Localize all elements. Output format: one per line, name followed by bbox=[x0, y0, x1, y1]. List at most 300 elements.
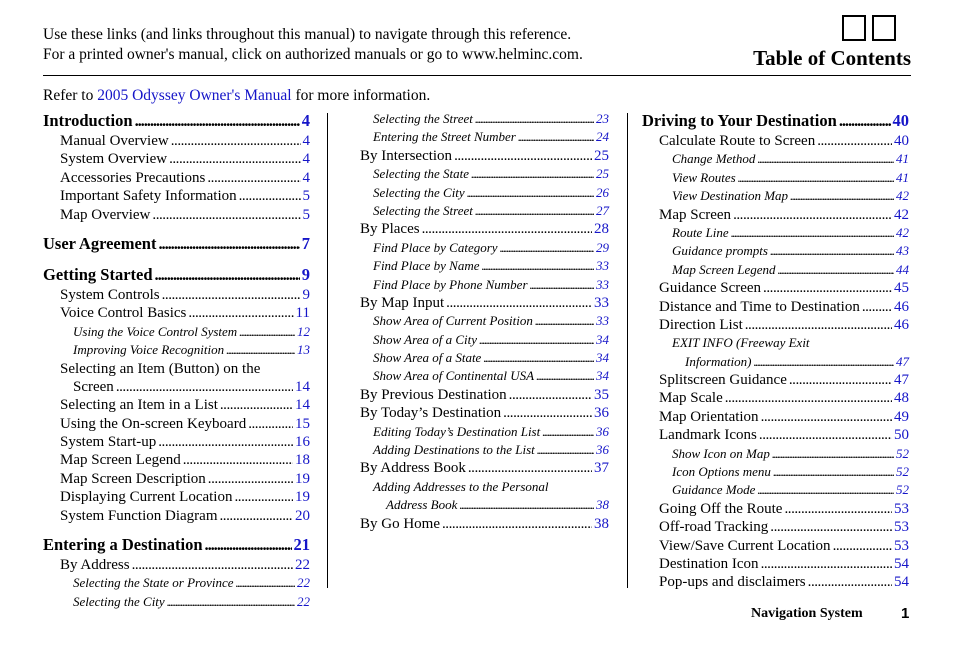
toc-entry-title: By Go Home bbox=[360, 515, 440, 532]
dot-leader bbox=[761, 555, 892, 573]
dot-leader bbox=[171, 132, 301, 150]
toc-entry-title: Entering a Destination bbox=[43, 535, 203, 555]
toc-entry-selecting-the-street[interactable] bbox=[360, 110, 609, 128]
dot-leader bbox=[208, 470, 293, 488]
toc-page-link[interactable]: 42 bbox=[894, 206, 909, 223]
dot-leader bbox=[152, 206, 300, 224]
toc-entry-find-place-by-name[interactable] bbox=[360, 257, 609, 275]
owners-manual-link[interactable]: 2005 Odyssey Owner's Manual bbox=[97, 87, 292, 104]
toc-page-link[interactable]: 16 bbox=[295, 434, 310, 451]
dot-leader bbox=[542, 423, 594, 441]
toc-page-link[interactable]: 52 bbox=[896, 482, 909, 498]
toc-entry-manual-overview[interactable] bbox=[43, 132, 310, 150]
toc-entry-going-off-the-route[interactable] bbox=[642, 500, 909, 518]
toc-entry-title: Important Safety Information bbox=[60, 188, 237, 205]
toc-entry-selecting-the-city[interactable] bbox=[43, 593, 310, 611]
toc-page-link[interactable]: 50 bbox=[894, 427, 909, 444]
refer-prefix: Refer to bbox=[43, 87, 98, 104]
toc-entry-by-previous-destination[interactable] bbox=[360, 386, 609, 404]
toc-page-link[interactable]: 42 bbox=[896, 188, 909, 204]
dot-leader bbox=[220, 507, 294, 525]
dot-leader bbox=[759, 426, 892, 444]
toc-entry-selecting-the-state-or-province[interactable] bbox=[43, 574, 310, 592]
dot-leader bbox=[236, 574, 295, 592]
toc-page-link[interactable]: 4 bbox=[302, 133, 310, 149]
toc-entry-off-road-tracking[interactable] bbox=[642, 518, 909, 536]
toc-entry-title: User Agreement bbox=[43, 233, 157, 253]
toc-entry-route-line[interactable] bbox=[642, 224, 909, 242]
toc-entry-entering-the-street-number[interactable] bbox=[360, 128, 609, 146]
toc-entry-show-area-of-a-state[interactable] bbox=[360, 349, 609, 367]
toc-page-link[interactable]: 36 bbox=[596, 442, 609, 458]
toc-entry-title: Guidance prompts bbox=[672, 243, 768, 259]
toc-page-link[interactable]: 46 bbox=[894, 316, 909, 333]
toc-entry-title: Map Screen bbox=[659, 206, 732, 223]
toc-page-link[interactable]: 19 bbox=[295, 489, 310, 506]
dot-leader bbox=[808, 573, 892, 591]
toc-entry-title: Landmark Icons bbox=[659, 427, 757, 444]
toc-entry-user-agreement[interactable] bbox=[43, 233, 310, 255]
toc-entry-title: Map Orientation bbox=[659, 408, 759, 425]
toc-page-link[interactable]: 36 bbox=[594, 405, 609, 422]
dot-leader bbox=[862, 298, 892, 316]
toc-page-link[interactable]: 38 bbox=[596, 497, 609, 513]
toc-page-link[interactable]: 48 bbox=[894, 390, 909, 407]
toc-entry-title: System Overview bbox=[60, 151, 168, 168]
dot-leader bbox=[454, 147, 592, 165]
dot-leader bbox=[475, 202, 594, 220]
toc-page-link[interactable]: 54 bbox=[894, 574, 909, 591]
dot-leader bbox=[446, 294, 592, 312]
toc-entry-adding-addresses-to-the-personal bbox=[360, 478, 609, 496]
toc-entry-title: By Map Input bbox=[360, 294, 445, 311]
toc-entry-title: Pop-ups and disclaimers bbox=[659, 574, 806, 591]
toc-entry-find-place-by-category[interactable] bbox=[360, 239, 609, 257]
toc-page-link[interactable]: 13 bbox=[297, 342, 310, 358]
toc-page-link[interactable]: 53 bbox=[894, 500, 909, 517]
toc-entry-view-destination-map[interactable] bbox=[642, 187, 909, 205]
toc-page-link[interactable]: 42 bbox=[896, 224, 909, 240]
toc-entry-by-intersection[interactable] bbox=[360, 147, 609, 165]
page-number: 1 bbox=[901, 605, 910, 622]
dot-leader bbox=[135, 110, 300, 132]
toc-entry-guidance-screen[interactable] bbox=[642, 279, 909, 297]
dot-leader bbox=[239, 187, 301, 205]
toc-page-link[interactable]: 40 bbox=[892, 111, 909, 130]
toc-entry-view-routes[interactable] bbox=[642, 169, 909, 187]
toc-entry-title: Map Screen Legend bbox=[672, 261, 776, 277]
section-gap bbox=[43, 255, 310, 264]
dot-leader bbox=[483, 349, 594, 367]
toc-entry-selecting-an-item-in-a-list[interactable] bbox=[43, 396, 310, 414]
toc-entry-title: Distance and Time to Destination bbox=[659, 298, 860, 315]
toc-entry-using-the-voice-control-system[interactable] bbox=[43, 323, 310, 341]
toc-page-link[interactable]: 19 bbox=[295, 470, 310, 487]
toc-page-link[interactable]: 41 bbox=[896, 169, 909, 185]
toc-page-link[interactable]: 41 bbox=[896, 151, 909, 167]
toc-entry-information[interactable] bbox=[642, 353, 909, 371]
toc-page-link[interactable]: 49 bbox=[894, 408, 909, 425]
toc-entry-title: Map Overview bbox=[60, 206, 151, 223]
dot-leader bbox=[503, 404, 592, 422]
toc-entry-direction-list[interactable] bbox=[642, 316, 909, 334]
toc-page-link[interactable]: 54 bbox=[894, 555, 909, 572]
header-divider bbox=[43, 75, 911, 76]
dot-leader bbox=[536, 367, 594, 385]
dot-leader bbox=[248, 415, 293, 433]
toc-entry-selecting-the-street[interactable] bbox=[360, 202, 609, 220]
dot-leader bbox=[745, 316, 892, 334]
dot-leader bbox=[789, 371, 892, 389]
dot-leader bbox=[773, 463, 894, 481]
toc-entry-title: Find Place by Category bbox=[373, 239, 498, 255]
toc-entry-adding-destinations-to-the-list[interactable] bbox=[360, 441, 609, 459]
dot-leader bbox=[537, 441, 594, 459]
dot-leader bbox=[169, 150, 300, 168]
toc-entry-title: Show Area of a City bbox=[373, 331, 477, 347]
toc-entry-title: Find Place by Phone Number bbox=[373, 276, 528, 292]
dot-leader bbox=[132, 556, 293, 574]
dot-leader bbox=[535, 312, 594, 330]
column-divider-2 bbox=[627, 113, 628, 588]
toc-entry-using-the-on-screen-keyboard[interactable] bbox=[43, 415, 310, 433]
toc-page-link[interactable]: 5 bbox=[302, 206, 310, 223]
dot-leader bbox=[422, 220, 592, 238]
toc-entry-distance-and-time-to-destination[interactable] bbox=[642, 298, 909, 316]
toc-page-link[interactable]: 47 bbox=[896, 353, 909, 369]
toc-page-link[interactable]: 18 bbox=[295, 452, 310, 469]
toc-entry-title: Show Icon on Map bbox=[672, 445, 770, 461]
toc-page-link[interactable]: 33 bbox=[594, 294, 609, 311]
toc-page-link[interactable]: 22 bbox=[297, 575, 310, 591]
toc-page-link[interactable]: 47 bbox=[894, 372, 909, 389]
dot-leader bbox=[733, 206, 892, 224]
dot-leader bbox=[770, 518, 892, 536]
dot-leader bbox=[459, 496, 594, 514]
toc-entry-destination-icon[interactable] bbox=[642, 555, 909, 573]
toc-entry-screen[interactable] bbox=[43, 378, 310, 396]
toc-page-link[interactable]: 52 bbox=[896, 445, 909, 461]
toc-entry-title: Show Area of Current Position bbox=[373, 313, 533, 329]
toc-entry-map-overview[interactable] bbox=[43, 206, 310, 224]
toc-entry-title: Route Line bbox=[672, 224, 729, 240]
toc-entry-title: Splitscreen Guidance bbox=[659, 372, 787, 389]
toc-entry-title: Using the On-screen Keyboard bbox=[60, 415, 247, 432]
toc-entry-title: Address Book bbox=[386, 497, 458, 513]
dot-leader bbox=[731, 224, 894, 242]
toc-entry-title: Show Area of Continental USA bbox=[373, 368, 535, 384]
dot-leader bbox=[188, 304, 293, 322]
toc-entry-title: Map Screen Description bbox=[60, 470, 206, 487]
toc-entry-title: Adding Destinations to the List bbox=[373, 442, 535, 458]
toc-column-1 bbox=[43, 110, 310, 611]
dot-leader bbox=[817, 132, 892, 150]
toc-entry-getting-started[interactable] bbox=[43, 264, 310, 286]
toc-page-link[interactable]: 40 bbox=[894, 133, 909, 149]
toc-entry-show-icon-on-map[interactable] bbox=[642, 445, 909, 463]
toc-entry-title: View/Save Current Location bbox=[659, 537, 831, 554]
toc-entry-selecting-the-state[interactable] bbox=[360, 165, 609, 183]
dot-leader bbox=[530, 276, 594, 294]
toc-entry-title: Change Method bbox=[672, 151, 756, 167]
toc-entry-selecting-an-item-button-on-the bbox=[43, 360, 310, 378]
toc-page-link[interactable]: 15 bbox=[295, 415, 310, 432]
toc-entry-driving-to-your-destination[interactable] bbox=[642, 110, 909, 132]
toc-page-link[interactable]: 4 bbox=[301, 111, 310, 130]
dot-leader bbox=[116, 378, 293, 396]
toc-entry-title: By Previous Destination bbox=[360, 386, 507, 403]
refer-suffix: for more information. bbox=[291, 87, 431, 104]
dot-leader bbox=[183, 451, 293, 469]
toc-entry-title: By Intersection bbox=[360, 147, 453, 164]
toc-page-link[interactable]: 12 bbox=[297, 323, 310, 339]
toc-entry-system-overview[interactable] bbox=[43, 150, 310, 168]
toc-entry-title: Selecting the Street bbox=[373, 111, 473, 126]
toc-entry-title: View Routes bbox=[672, 169, 736, 185]
toc-entry-title: Getting Started bbox=[43, 264, 153, 284]
toc-column-2 bbox=[360, 110, 609, 533]
toc-entry-view-save-current-location[interactable] bbox=[642, 537, 909, 555]
toc-column-3 bbox=[642, 110, 909, 592]
dot-leader bbox=[162, 286, 301, 304]
toc-page-link[interactable]: 33 bbox=[596, 258, 609, 274]
toc-entry-icon-options-menu[interactable] bbox=[642, 463, 909, 481]
toc-entry-displaying-current-location[interactable] bbox=[43, 488, 310, 506]
toc-page-link[interactable]: 9 bbox=[302, 286, 310, 303]
dot-leader bbox=[471, 165, 594, 183]
toc-entry-title: Using the Voice Control System bbox=[73, 323, 238, 339]
toc-entry-map-orientation[interactable] bbox=[642, 408, 909, 426]
toc-page-link[interactable]: 36 bbox=[596, 423, 609, 439]
toc-page-link[interactable]: 14 bbox=[295, 397, 310, 414]
toc-entry-show-area-of-a-city[interactable] bbox=[360, 331, 609, 349]
toc-page-link[interactable]: 27 bbox=[596, 202, 609, 218]
toc-page-link[interactable]: 25 bbox=[596, 166, 609, 182]
toc-entry-title: Selecting the Street bbox=[373, 202, 473, 218]
toc-page-link[interactable]: 29 bbox=[596, 239, 609, 255]
toc-entry-address-book[interactable] bbox=[360, 496, 609, 514]
toc-entry-title: Editing Today’s Destination List bbox=[373, 423, 541, 439]
toc-page-link[interactable]: 45 bbox=[894, 280, 909, 297]
next-page-button[interactable] bbox=[872, 15, 896, 41]
toc-page-link[interactable]: 24 bbox=[596, 129, 609, 145]
toc-entry-selecting-the-city[interactable] bbox=[360, 184, 609, 202]
intro-line-2: For a printed owner's manual, click on authorized manuals or go to www.helminc.com. bbox=[43, 46, 583, 63]
toc-page-link[interactable]: 5 bbox=[302, 188, 310, 205]
toc-page-link[interactable]: 53 bbox=[894, 537, 909, 554]
toc-entry-by-today-s-destination[interactable] bbox=[360, 404, 609, 422]
toc-entry-title: Screen bbox=[73, 378, 114, 395]
dot-leader bbox=[167, 593, 295, 611]
toc-entry-title: By Address bbox=[60, 557, 130, 574]
toc-page-link[interactable]: 33 bbox=[596, 313, 609, 329]
dot-leader bbox=[500, 239, 594, 257]
toc-entry-title: Selecting an Item (Button) on the bbox=[60, 360, 261, 377]
toc-page-link[interactable]: 22 bbox=[297, 593, 310, 609]
toc-entry-title: Map Screen Legend bbox=[60, 452, 181, 469]
toc-entry-map-screen-description[interactable] bbox=[43, 470, 310, 488]
toc-entry-map-screen-legend[interactable] bbox=[43, 451, 310, 469]
toc-entry-title: Direction List bbox=[659, 316, 743, 333]
toc-page-link[interactable]: 34 bbox=[596, 350, 609, 366]
toc-page-link[interactable]: 26 bbox=[596, 184, 609, 200]
toc-page-link[interactable]: 4 bbox=[302, 151, 310, 168]
dot-leader bbox=[207, 169, 300, 187]
dot-leader bbox=[220, 396, 293, 414]
toc-entry-landmark-icons[interactable] bbox=[642, 426, 909, 444]
toc-entry-calculate-route-to-screen[interactable] bbox=[642, 132, 909, 150]
dot-leader bbox=[158, 233, 299, 255]
column-divider-1 bbox=[327, 113, 328, 588]
toc-page-link[interactable]: 33 bbox=[596, 276, 609, 292]
toc-page-link[interactable]: 23 bbox=[596, 111, 609, 126]
toc-entry-show-area-of-continental-usa[interactable] bbox=[360, 367, 609, 385]
toc-entry-title: Accessories Precautions bbox=[60, 169, 206, 186]
toc-page-link[interactable]: 20 bbox=[295, 507, 310, 524]
toc-entry-title: Selecting the City bbox=[373, 184, 465, 200]
toc-entry-title: System Function Diagram bbox=[60, 507, 218, 524]
toc-page-link[interactable]: 34 bbox=[596, 368, 609, 384]
toc-page-link[interactable]: 46 bbox=[894, 298, 909, 315]
toc-entry-title: Information) bbox=[685, 353, 752, 369]
toc-entry-change-method[interactable] bbox=[642, 150, 909, 168]
toc-entry-accessories-precautions[interactable] bbox=[43, 169, 310, 187]
toc-entry-guidance-mode[interactable] bbox=[642, 481, 909, 499]
toc-entry-by-address-book[interactable] bbox=[360, 459, 609, 477]
toc-entry-editing-today-s-destination-list[interactable] bbox=[360, 423, 609, 441]
toc-entry-title: By Address Book bbox=[360, 460, 466, 477]
toc-entry-title: Driving to Your Destination bbox=[642, 111, 837, 130]
dot-leader bbox=[790, 187, 894, 205]
toc-entry-guidance-prompts[interactable] bbox=[642, 242, 909, 260]
toc-entry-introduction[interactable] bbox=[43, 110, 310, 132]
toc-entry-title: Map Scale bbox=[659, 390, 723, 407]
toc-entry-entering-a-destination[interactable] bbox=[43, 534, 310, 556]
toc-entry-important-safety-information[interactable] bbox=[43, 187, 310, 205]
dot-leader bbox=[226, 341, 295, 359]
toc-page-link[interactable]: 9 bbox=[301, 264, 310, 284]
dot-leader bbox=[482, 257, 595, 275]
dot-leader bbox=[833, 537, 892, 555]
toc-entry-title: Entering the Street Number bbox=[373, 129, 516, 145]
toc-entry-title: Displaying Current Location bbox=[60, 489, 233, 506]
dot-leader bbox=[778, 261, 895, 279]
toc-page-link[interactable]: 21 bbox=[293, 535, 310, 555]
toc-entry-title: Going Off the Route bbox=[659, 500, 783, 517]
toc-entry-by-go-home[interactable] bbox=[360, 515, 609, 533]
toc-page-link[interactable]: 25 bbox=[594, 147, 609, 164]
toc-page-link[interactable]: 35 bbox=[594, 386, 609, 403]
toc-page-link[interactable]: 44 bbox=[896, 261, 909, 277]
toc-entry-by-places[interactable] bbox=[360, 220, 609, 238]
toc-entry-title: System Start-up bbox=[60, 434, 157, 451]
toc-entry-title: EXIT INFO (Freeway Exit bbox=[672, 335, 810, 351]
dot-leader bbox=[725, 389, 892, 407]
toc-entry-map-screen-legend[interactable] bbox=[642, 261, 909, 279]
dot-leader bbox=[234, 488, 293, 506]
toc-entry-splitscreen-guidance[interactable] bbox=[642, 371, 909, 389]
dot-leader bbox=[753, 353, 894, 371]
dot-leader bbox=[763, 279, 892, 297]
dot-leader bbox=[205, 534, 292, 556]
dot-leader bbox=[239, 323, 295, 341]
toc-page-link[interactable]: 43 bbox=[896, 243, 909, 259]
dot-leader bbox=[772, 445, 894, 463]
toc-entry-by-map-input[interactable] bbox=[360, 294, 609, 312]
dot-leader bbox=[479, 331, 594, 349]
dot-leader bbox=[509, 386, 592, 404]
dot-leader bbox=[442, 515, 592, 533]
toc-page-link[interactable]: 37 bbox=[594, 460, 609, 477]
toc-entry-title: Guidance Mode bbox=[672, 482, 756, 498]
toc-page-link[interactable]: 4 bbox=[302, 169, 310, 186]
dot-leader bbox=[770, 242, 894, 260]
dot-leader bbox=[757, 150, 894, 168]
toc-entry-map-scale[interactable] bbox=[642, 389, 909, 407]
toc-entry-title: Selecting the State or Province bbox=[73, 575, 234, 591]
toc-entry-show-area-of-current-position[interactable] bbox=[360, 312, 609, 330]
intro-line-1: Use these links (and links throughout this manual) to navigate through this reference. bbox=[43, 26, 572, 43]
dot-leader bbox=[757, 481, 894, 499]
toc-entry-title: Destination Icon bbox=[659, 555, 759, 572]
toc-page-link[interactable]: 38 bbox=[594, 515, 609, 532]
toc-page-link[interactable]: 52 bbox=[896, 464, 909, 480]
toc-entry-title: Introduction bbox=[43, 111, 133, 130]
dot-leader bbox=[839, 110, 891, 132]
toc-page-link[interactable]: 34 bbox=[596, 331, 609, 347]
toc-entry-find-place-by-phone-number[interactable] bbox=[360, 276, 609, 294]
section-gap bbox=[43, 224, 310, 233]
toc-entry-system-start-up[interactable] bbox=[43, 433, 310, 451]
toc-entry-system-function-diagram[interactable] bbox=[43, 507, 310, 525]
toc-entry-improving-voice-recognition[interactable] bbox=[43, 341, 310, 359]
toc-entry-title: System Controls bbox=[60, 286, 160, 303]
toc-entry-title: Icon Options menu bbox=[672, 464, 771, 480]
toc-entry-title: Selecting the State bbox=[373, 166, 470, 182]
dot-leader bbox=[518, 128, 594, 146]
toc-page-link[interactable]: 53 bbox=[894, 519, 909, 536]
footer-section-label: Navigation System bbox=[751, 606, 863, 621]
toc-entry-title: Improving Voice Recognition bbox=[73, 342, 225, 358]
toc-page-link[interactable]: 11 bbox=[295, 305, 310, 322]
dot-leader bbox=[475, 110, 594, 128]
toc-entry-title: Show Area of a State bbox=[373, 350, 482, 366]
toc-entry-voice-control-basics[interactable] bbox=[43, 304, 310, 322]
toc-entry-by-address[interactable] bbox=[43, 556, 310, 574]
toc-entry-title: By Places bbox=[360, 221, 420, 238]
toc-page-link[interactable]: 7 bbox=[301, 233, 310, 253]
dot-leader bbox=[738, 169, 894, 187]
section-gap bbox=[43, 525, 310, 534]
toc-page-link[interactable]: 22 bbox=[295, 557, 310, 574]
toc-entry-map-screen[interactable] bbox=[642, 206, 909, 224]
toc-page-link[interactable]: 28 bbox=[594, 221, 609, 238]
dot-leader bbox=[761, 408, 892, 426]
toc-page-link[interactable]: 14 bbox=[295, 378, 310, 395]
toc-entry-title: Find Place by Name bbox=[373, 258, 480, 274]
dot-leader bbox=[784, 500, 892, 518]
dot-leader bbox=[158, 433, 293, 451]
page-title: Table of Contents bbox=[753, 46, 911, 70]
toc-entry-exit-info-freeway-exit bbox=[642, 334, 909, 352]
toc-entry-title: View Destination Map bbox=[672, 188, 789, 204]
toc-entry-pop-ups-and-disclaimers[interactable] bbox=[642, 573, 909, 591]
previous-page-button[interactable] bbox=[842, 15, 866, 41]
dot-leader bbox=[468, 459, 592, 477]
toc-entry-title: Selecting the City bbox=[73, 593, 165, 609]
toc-entry-system-controls[interactable] bbox=[43, 286, 310, 304]
toc-entry-title: By Today’s Destination bbox=[360, 405, 502, 422]
